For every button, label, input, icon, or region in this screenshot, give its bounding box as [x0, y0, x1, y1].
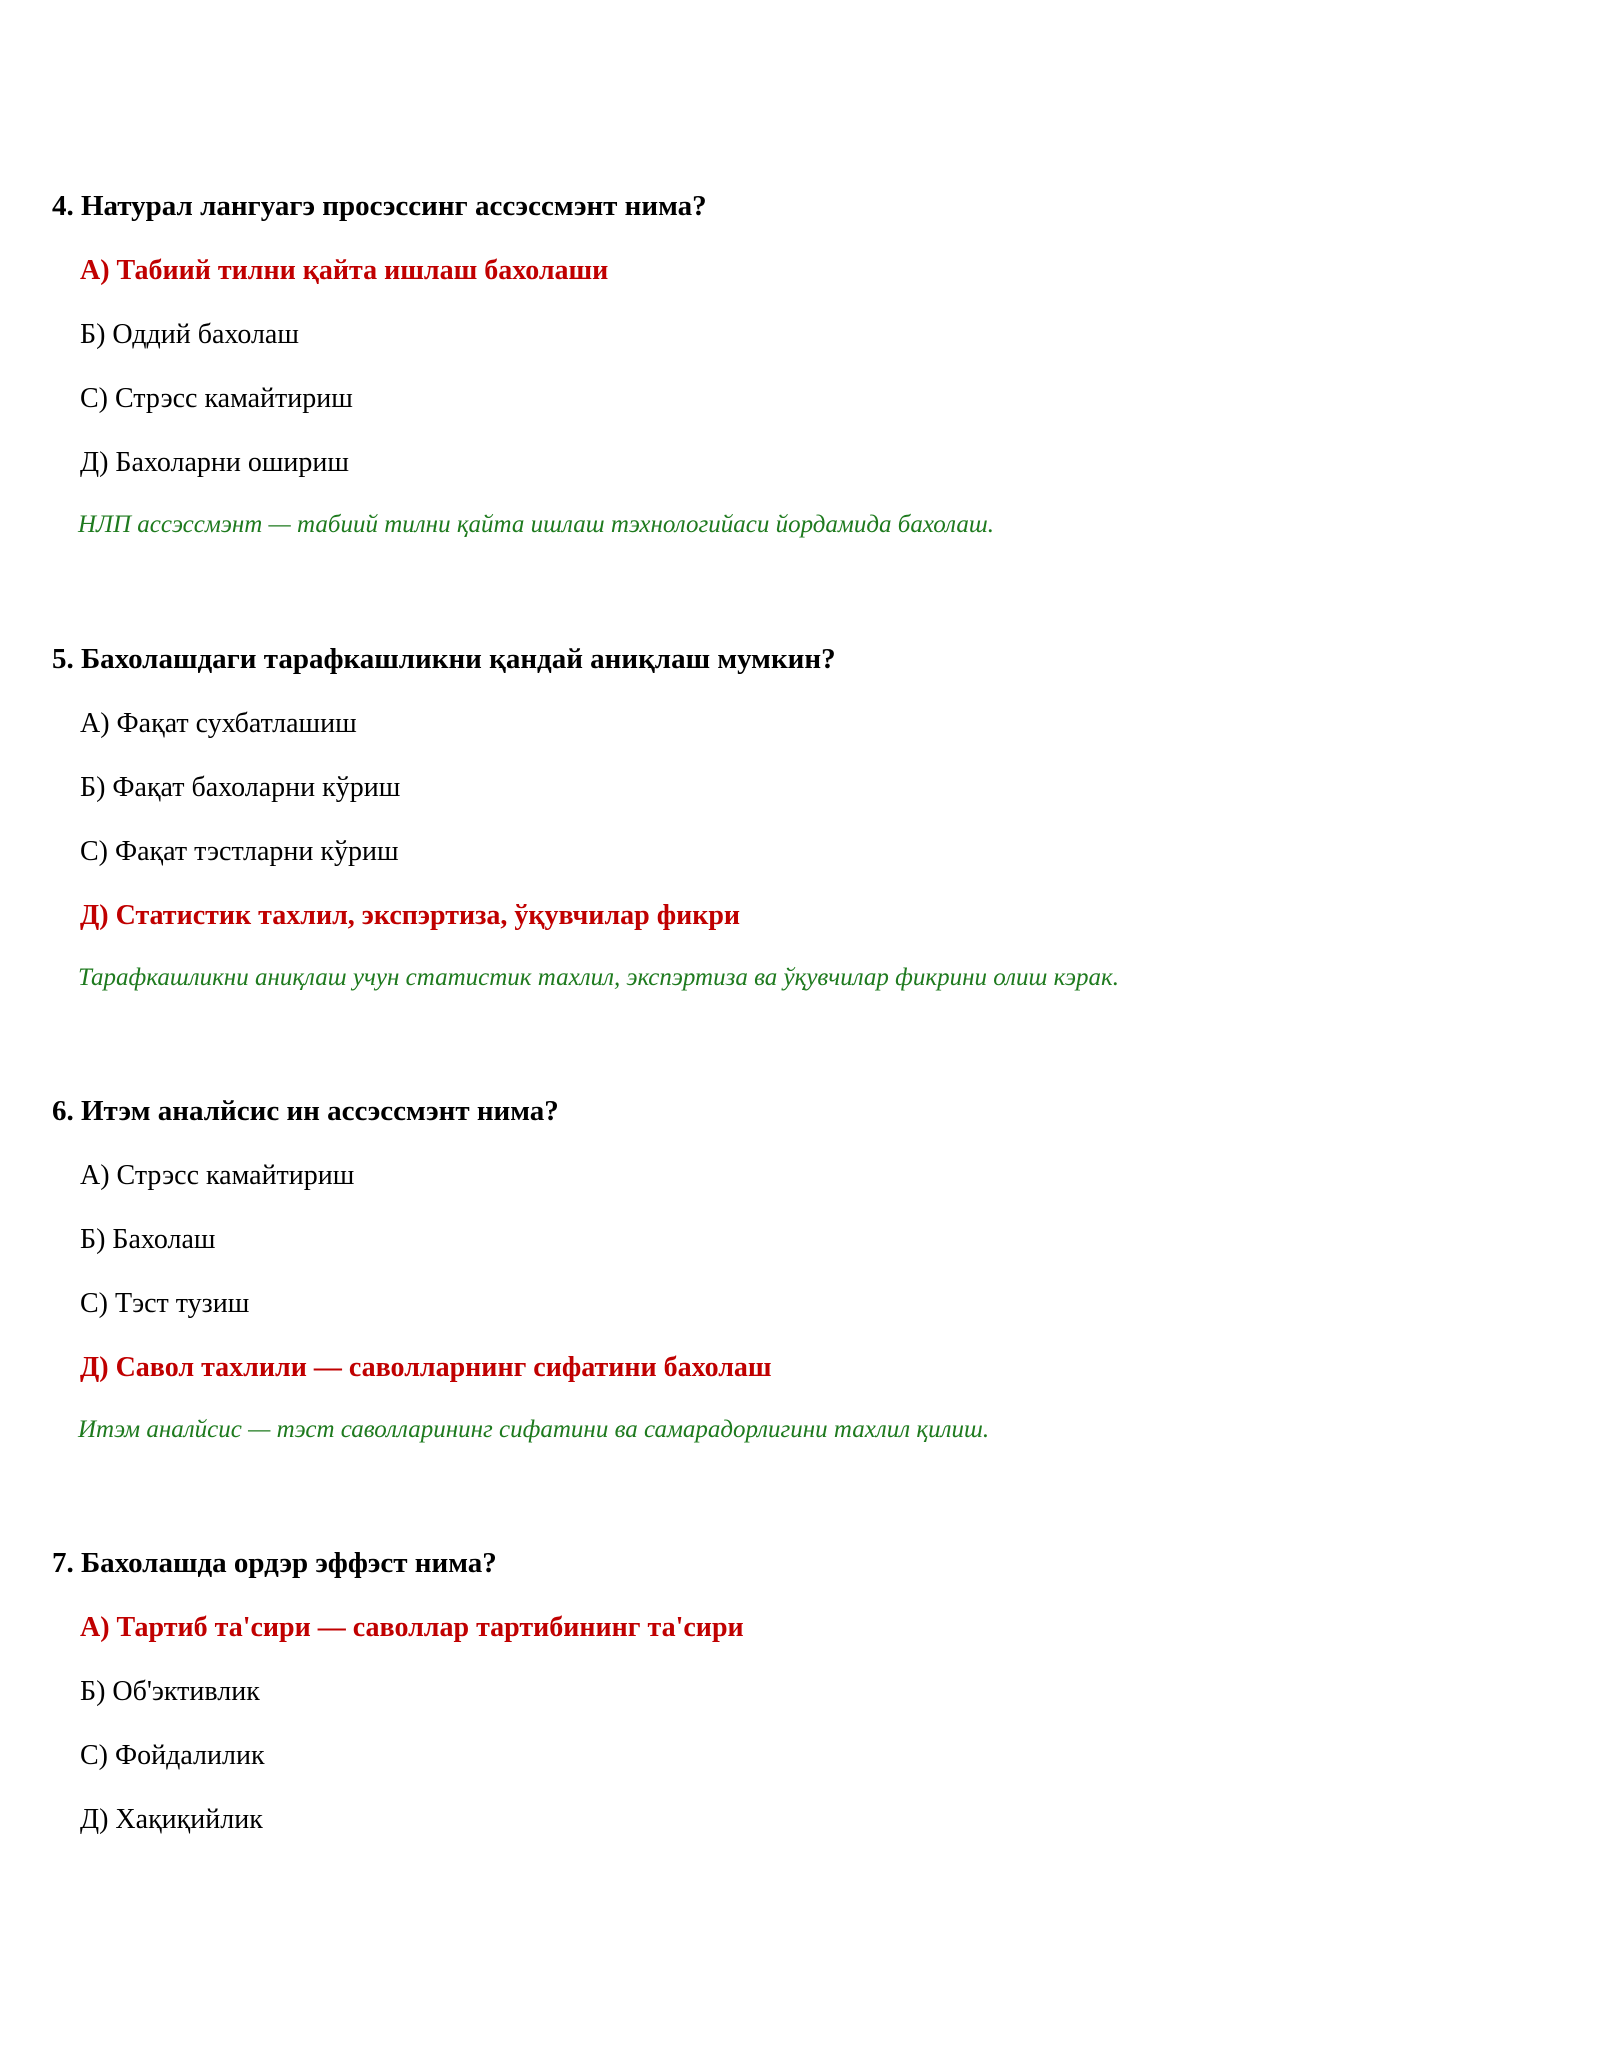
option-d-correct: Д) Савол тахлили — саволларнинг сифатини бахолаш — [80, 1352, 772, 1383]
question-block-7 — [52, 1545, 1552, 1837]
question-block-4 — [52, 188, 1552, 540]
option-a-correct: А) Табиий тилни қайта ишлаш бахолаши — [80, 255, 609, 286]
question-title: 4. Натурал лангуагэ просэссинг ассэссмэнт нима? — [52, 190, 707, 222]
option-b: Б) Об'эктивлик — [80, 1676, 260, 1707]
option-d: Д) Бахоларни ошириш — [80, 447, 349, 478]
option-c: С) Стрэсс камайтириш — [80, 383, 353, 414]
answer-explanation: Тарафкашликни аниқлаш учун статистик тахлил, экспэртиза ва ўқувчилар фикрини олиш кэрак. — [78, 964, 1119, 991]
option-b: Б) Бахолаш — [80, 1224, 216, 1255]
option-d-correct: Д) Статистик тахлил, экспэртиза, ўқувчилар фикри — [80, 900, 741, 931]
option-c: С) Фақат тэстларни кўриш — [80, 836, 399, 867]
question-title: 5. Бахолашдаги тарафкашликни қандай аниқлаш мумкин? — [52, 643, 836, 675]
option-b: Б) Оддий бахолаш — [80, 319, 299, 350]
option-a: А) Фақат сухбатлашиш — [80, 708, 357, 739]
option-a-correct: А) Тартиб та'сири — саволлар тартибининг та'сири — [80, 1612, 744, 1643]
answer-explanation: НЛП ассэссмэнт — табиий тилни қайта ишлаш тэхнологийаси йордамида бахолаш. — [78, 511, 995, 538]
question-title: 6. Итэм аналйсис ин ассэссмэнт нима? — [52, 1095, 559, 1127]
option-d: Д) Хақиқийлик — [80, 1804, 263, 1835]
question-block-5 — [52, 641, 1552, 993]
option-c: С) Фойдалилик — [80, 1740, 265, 1771]
question-title: 7. Бахолашда ордэр эффэст нима? — [52, 1547, 497, 1579]
option-c: С) Тэст тузиш — [80, 1288, 250, 1319]
answer-explanation: Итэм аналйсис — тэст саволларининг сифатини ва самарадорлигини тахлил қилиш. — [78, 1416, 990, 1443]
option-b: Б) Фақат бахоларни кўриш — [80, 772, 401, 803]
question-block-6 — [52, 1093, 1552, 1445]
option-a: А) Стрэсс камайтириш — [80, 1160, 355, 1191]
